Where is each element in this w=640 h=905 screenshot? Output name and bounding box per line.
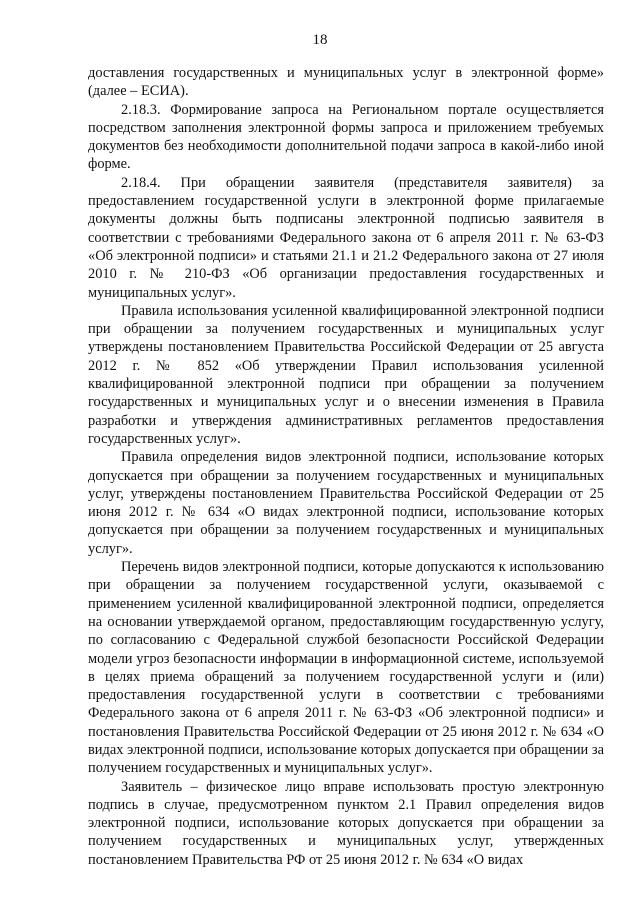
paragraph-signature-types-list: Перечень видов электронной подписи, которые допускаются к использованию при обращении за получением государственной услуги, оказываемой с применением усиленной квалифицированной электронной подписи, определяется на основании утверждаемой органом, предоставляющим государственную услугу, по согласованию с Федеральной службой безопасности Российской Федерации модели угроз безопасности информации в информационной системе, используемой в целях приема обращений за получением государственной услуги и (или) предоставления государственной услуги в соответствии с требованиями Федерального закона от 6 апреля 2011 г. № 63-ФЗ «Об электронной подписи» и постановления Правительства Российской Федерации от 25 июня 2012 г. № 634 «О видах электронной подписи, использование которых допускается при обращении за получением государственных и муниципальных услуг». bbox=[88, 559, 604, 777]
paragraph-continuation: доставления государственных и муниципальных услуг в электронной форме» (далее – ЕСИА). bbox=[88, 65, 604, 100]
page-number: 18 bbox=[312, 32, 328, 48]
paragraph-2-18-4: 2.18.4. При обращении заявителя (представителя заявителя) за предоставлением государственной услуги в электронной форме прилагаемые документы должны быть подписаны электронной подписью заявителя в соответствии с требованиями Федерального закона от 6 апреля 2011 г. № 63-ФЗ «Об электронной подписи» и статьями 21.1 и 21.2 Федерального закона от 27 июля 2010 г. № 210-ФЗ «Об организации предоставления государственных и муниципальных услуг». bbox=[88, 174, 604, 301]
paragraph-simple-signature: Заявитель – физическое лицо вправе использовать простую электронную подпись в случае, предусмотренном пунктом 2.1 Правил определения видов электронной подписи, использование которых допускается при обращении за получением государственных и муниципальных услуг, утвержденных постановлением Правительства РФ от 25 июня 2012 г. № 634 «О видах bbox=[88, 778, 604, 868]
paragraph-2-18-3: 2.18.3. Формирование запроса на Региональном портале осуществляется посредством заполнения электронной формы запроса и приложением требуемых документов без необходимости дополнительной подачи запроса в какой-либо иной форме. bbox=[88, 101, 604, 173]
paragraph-signature-types-rules: Правила определения видов электронной подписи, использование которых допускается при обращении за получением государственных и муниципальных услуг, утверждены постановлением Правительства Российской Федерации от 25 июня 2012 г. № 634 «О видах электронной подписи, использование которых допускается при обращении за получением государственных и муниципальных услуг». bbox=[88, 449, 604, 557]
paragraph-qualified-signature-rules: Правила использования усиленной квалифицированной электронной подписи при обращении за получением государственных и муниципальных услуг утверждены постановлением Правительства Российской Федерации от 25 августа 2012 г. № 852 «Об утверждении Правил использования усиленной квалифицированной электронной подписи при обращении за получением государственных и муниципальных услуг и о внесении изменения в Правила разработки и утверждения административных регламентов предоставления государственных услуг». bbox=[88, 302, 604, 447]
document-body bbox=[88, 64, 604, 869]
